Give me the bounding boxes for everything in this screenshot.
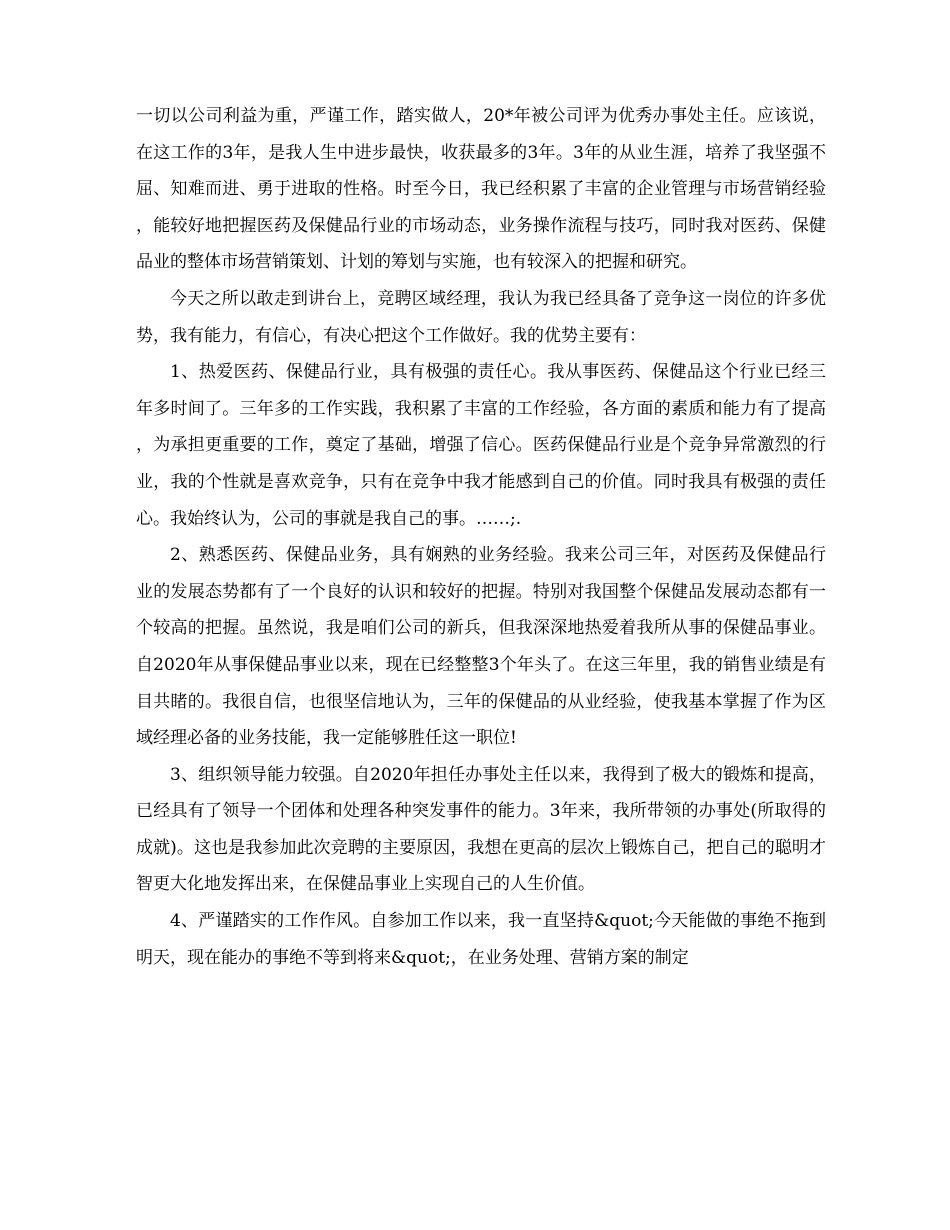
document-page <box>136 98 826 976</box>
paragraph-3: 1、热爱医药、保健品行业，具有极强的责任心。我从事医药、保健品这个行业已经三年多时间了。三年多的工作实践，我积累了丰富的工作经验，各方面的素质和能力有了提高，为承担更重要的工作，奠定了基础，增强了信心。医药保健品行业是个竞争异常激烈的行业，我的个性就是喜欢竞争，只有在竞争中我才能感到自己的价值。同时我具有极强的责任心。我始终认为，公司的事就是我自己的事。……;. <box>136 362 826 529</box>
paragraph-5: 3、组织领导能力较强。自2020年担任办事处主任以来，我得到了极大的锻炼和提高，已经具有了领导一个团体和处理各种突发事件的能力。3年来，我所带领的办事处(所取得的成就)。这也是我参加此次竞聘的主要原因，我想在更高的层次上锻炼自己，把自己的聪明才智更大化地发挥出来，在保健品事业上实现自己的人生价值。 <box>136 764 826 895</box>
paragraph-4: 2、熟悉医药、保健品业务，具有娴熟的业务经验。我来公司三年，对医药及保健品行业的发展态势都有了一个良好的认识和较好的把握。特别对我国整个保健品发展动态都有一个较高的把握。虽然说，我是咱们公司的新兵，但我深深地热爱着我所从事的保健品事业。自2020年从事保健品事业以来，现在已经整整3个年头了。在这三年里，我的销售业绩是有目共睹的。我很自信，也很坚信地认为，三年的保健品的从业经验，使我基本掌握了作为区域经理必备的业务技能，我一定能够胜任这一职位! <box>136 545 826 749</box>
paragraph-1: 一切以公司利益为重，严谨工作，踏实做人，20*年被公司评为优秀办事处主任。应该说，在这工作的3年，是我人生中进步最快，收获最多的3年。3年的从业生涯，培养了我坚强不屈、知难而进、勇于进取的性格。时至今日，我已经积累了丰富的企业管理与市场营销经验，能较好地把握医药及保健品行业的市场动态，业务操作流程与技巧，同时我对医药、保健品业的整体市场营销策划、计划的筹划与实施，也有较深入的把握和研究。 <box>136 106 826 273</box>
paragraph-2: 今天之所以敢走到讲台上，竞聘区域经理，我认为我已经具备了竞争这一岗位的许多优势，我有能力，有信心，有决心把这个工作做好。我的优势主要有： <box>136 288 826 346</box>
paragraph-6: 4、严谨踏实的工作作风。自参加工作以来，我一直坚持&quot;今天能做的事绝不拖到明天，现在能办的事绝不等到将来&quot;，在业务处理、营销方案的制定 <box>136 911 826 968</box>
